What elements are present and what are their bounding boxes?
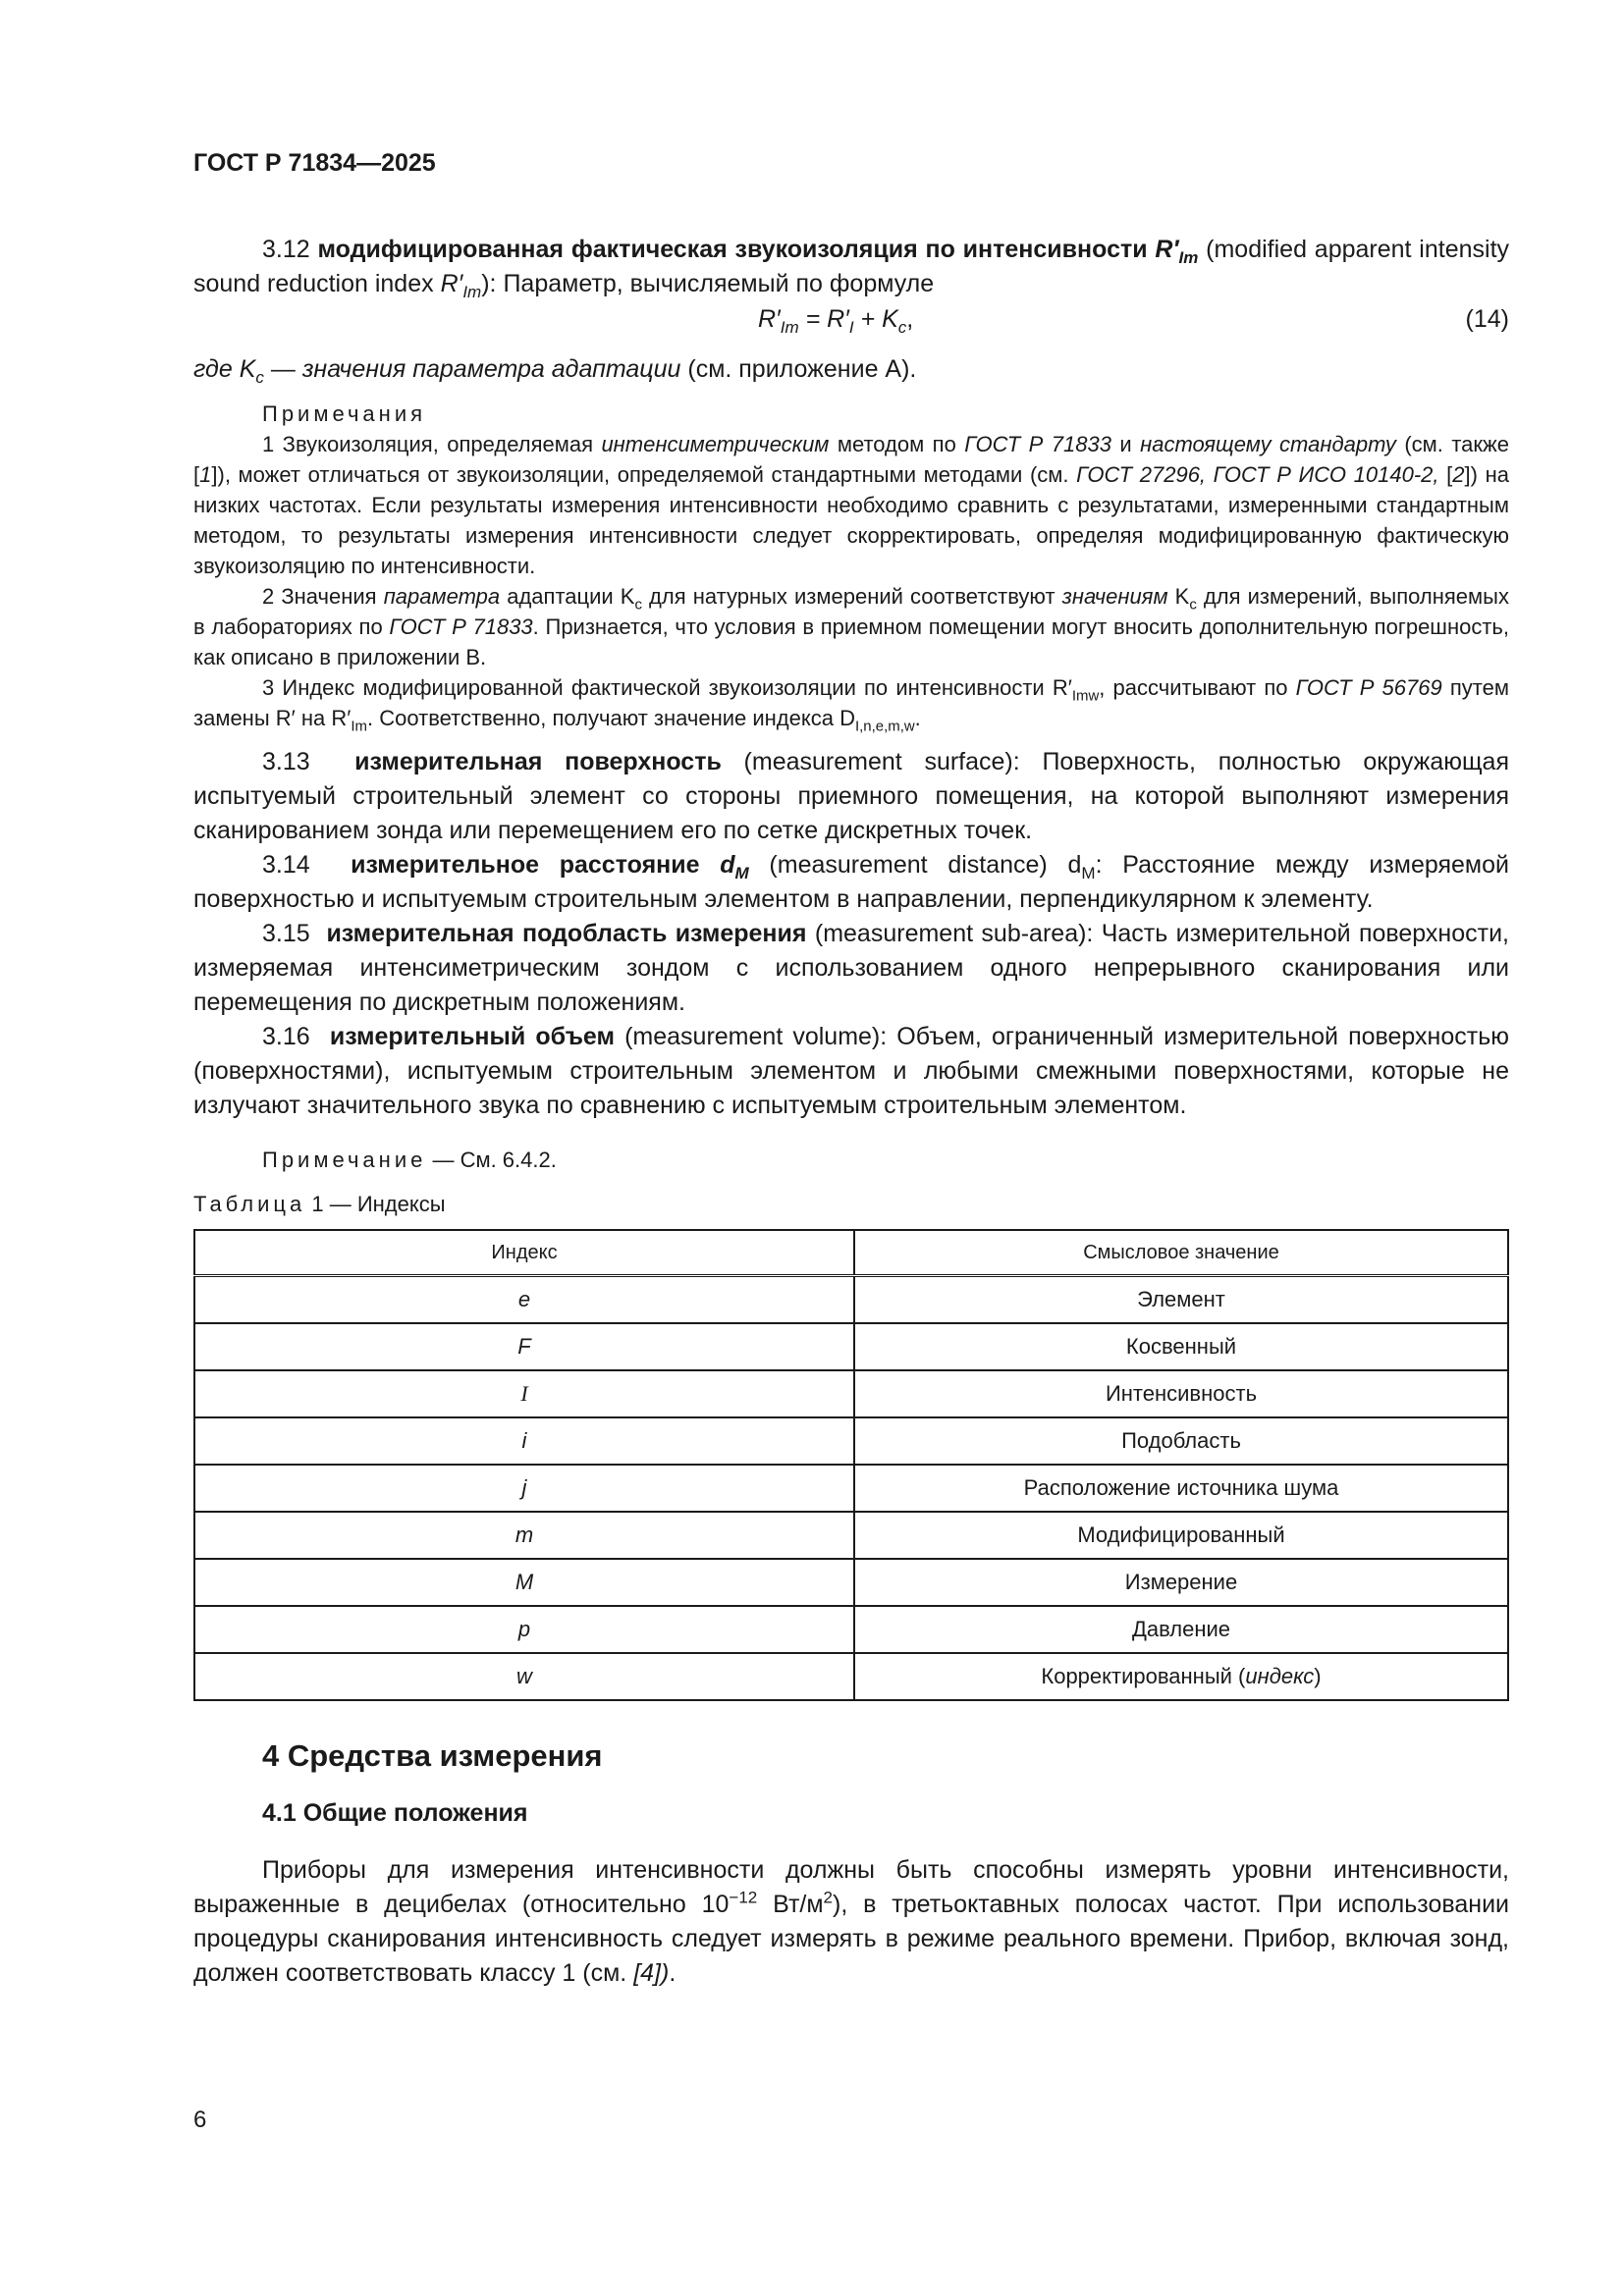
table-row: w Корректированный (индекс): [194, 1653, 1508, 1700]
clause-3-13: 3.13 измерительная поверхность (measurement surface): Поверхность, полностью окружающая испытуемый строительный элемент со стороны приемного помещения, на которой выполняют измерения сканированием зонда или перемещением его по сетке дискретных точек.: [193, 748, 1509, 844]
section-4-1-text: Приборы для измерения интенсивности должны быть способны измерять уровни интенсивности, выраженные в децибелах (относительно $10^{-12}$ $Вт/м^2$), в третьоктавных полосах частот. При использовании процедуры сканирования интенсивность следует измерять в режиме реального времени. Прибор, включая зонд, должен соответствовать классу 1 (см. [4]).: [193, 1856, 1510, 1987]
table-header-row: [194, 1230, 1508, 1276]
definition: Параметр, вычисляемый по формуле: [503, 270, 935, 297]
table-row: p Давление: [194, 1606, 1508, 1653]
table-row: I Интенсивность: [194, 1370, 1508, 1417]
page-number: 6: [193, 2107, 207, 2133]
formula-expression: $R'_{Im} = R'_I + K_c$,: [758, 305, 914, 337]
note-single: Примечание — См. 6.4.2.: [262, 1148, 557, 1172]
formula-where: где $K_c$ — значения параметра адаптации (см. приложение А).: [193, 355, 917, 387]
document-code-header: ГОСТ Р 71834—2025: [193, 149, 436, 177]
clause-3-15: 3.15 измерительная подобласть измерения (measurement sub-area): Часть измерительной поверхности, измеряемая интенсиметрическим зондом с использованием одного непрерывного сканирования или перемещения по дискретным положениям.: [193, 920, 1509, 1016]
notes-heading: Примечания: [262, 401, 427, 426]
table-row: m Модифицированный: [194, 1512, 1508, 1559]
formula-14: [193, 301, 1509, 345]
term-symbol: R′: [1155, 236, 1179, 263]
table-row: e Элемент: [194, 1276, 1508, 1324]
clauses-3-13-to-3-16: [193, 745, 1509, 1123]
term: модифицированная фактическая звукоизоляция по интенсивности: [317, 236, 1148, 263]
column-header: Индекс: [194, 1230, 854, 1276]
table-row: i Подобласть: [194, 1417, 1508, 1465]
index-table: [193, 1229, 1509, 1701]
note-1: 1 Звукоизоляция, определяемая интенсиметрическим методом по ГОСТ Р 71833 и настоящему стандарту (см. также [1]), может отличаться от звукоизоляции, определяемой стандартными методами (см. ГОСТ 27296, ГОСТ Р ИСО 10140-2, [2]) на низких частотах. Если результаты измерения интенсивности необходимо сравнить с результатами, измеренными стандартным методом, то результаты измерения интенсивности следует скорректировать, определяя модифицированную фактическую звукоизоляцию по интенсивности.: [193, 432, 1509, 578]
note-3: 3 Индекс модифицированной фактической звукоизоляции по интенсивности $R'_{Imw}$, рассчитывают по ГОСТ Р 56769 путем замены R′ на $R'_{Im}$. Соответственно, получают значение индекса $D_{I,n,e,m,w}$.: [193, 675, 1509, 735]
table-row: M Измерение: [194, 1559, 1508, 1606]
notes-block: [193, 399, 1509, 733]
subsection-4-1-title: 4.1 Общие положения: [262, 1799, 528, 1827]
equation-number: (14): [1465, 305, 1509, 333]
column-header: Смысловое значение: [854, 1230, 1508, 1276]
table-caption: Таблица 1 — Индексы: [193, 1192, 446, 1216]
clause-number: 3.12: [262, 236, 310, 263]
clause-3-12: [193, 233, 1509, 1991]
clause-3-12-text: 3.12 модифицированная фактическая звукоизоляция по интенсивности $R'_{Im}$ (modified apparent intensity sound reduction index $R'_{Im}$): Параметр, вычисляемый по формуле: [193, 236, 1510, 301]
english-term: (modified apparent intensity sound reduction index: [193, 236, 1510, 297]
section-4-title: 4 Средства измерения: [262, 1738, 603, 1773]
clause-3-16: 3.16 измерительный объем (measurement volume): Объем, ограниченный измерительной поверхностью (поверхностями), испытуемым строительным элементом и любыми смежными поверхностями, которые не излучают значительного звука по сравнению с испытуемым строительным элементом.: [193, 1023, 1509, 1119]
clause-3-14: 3.14 измерительное расстояние $d_M$ (measurement distance) $d_M$: Расстояние между измеряемой поверхностью и испытуемым строительным элементом в направлении, перпендикулярном к элементу.: [193, 851, 1509, 913]
table-row: j Расположение источника шума: [194, 1465, 1508, 1512]
note-2: 2 Значения параметра адаптации $K_c$ для натурных измерений соответствуют значениям $K_c$ для измерений, выполняемых в лабораториях по ГОСТ Р 71833. Признается, что условия в приемном помещении могут вносить дополнительную погрешность, как описано в приложении В.: [193, 584, 1509, 669]
table-row: F Косвенный: [194, 1323, 1508, 1370]
